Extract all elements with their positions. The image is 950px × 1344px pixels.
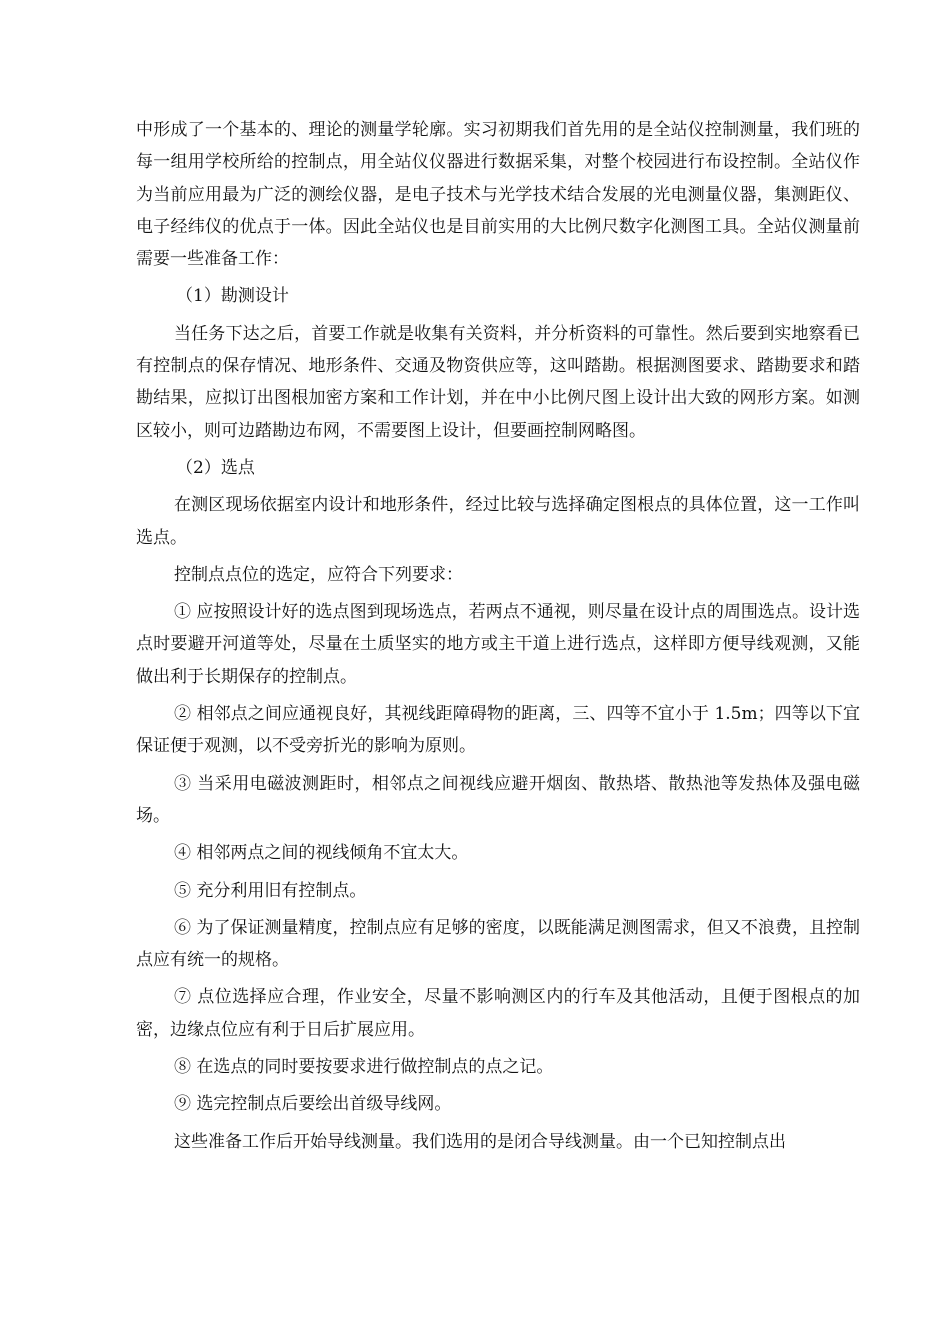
- section-heading-point-selection: （2）选点: [176, 457, 255, 478]
- paragraph-survey-design: 当任务下达之后，首要工作就是收集有关资料，并分析资料的可靠性。然后要到实地察看已有控制点的保存情况、地形条件、交通及物资供应等，这叫踏勘。根据测图要求、踏勘要求和踏勘结果，应拟订出图根加密方案和工作计划，并在中小比例尺图上设计出大致的网形方案。如测区较小，则可边踏勘边布网，不需要图上设计，但要画控制网略图。: [136, 323, 860, 441]
- page-body: [136, 114, 860, 1163]
- paragraph-point-selection: 在测区现场依据室内设计和地形条件，经过比较与选择确定图根点的具体位置，这一工作叫选点。: [136, 495, 860, 548]
- paragraph-traverse-start: 这些准备工作后开始导线测量。我们选用的是闭合导线测量。由一个已知控制点出: [174, 1131, 786, 1152]
- paragraph-requirements-intro: 控制点点位的选定，应符合下列要求：: [174, 564, 463, 585]
- list-item-requirement-6: ⑥ 为了保证测量精度，控制点应有足够的密度，以既能满足测图需求，但又不浪费，且控制点应有统一的规格。: [136, 917, 860, 971]
- section-heading-survey-design: （1）勘测设计: [176, 286, 289, 307]
- list-item-requirement-5: ⑤ 充分利用旧有控制点。: [174, 880, 367, 901]
- list-item-requirement-3: ③ 当采用电磁波测距时，相邻点之间视线应避开烟囱、散热塔、散热池等发热体及强电磁场。: [136, 773, 860, 826]
- list-item-requirement-9: ⑨ 选完控制点后要绘出首级导线网。: [174, 1094, 452, 1115]
- list-item-requirement-4: ④ 相邻两点之间的视线倾角不宜太大。: [174, 843, 469, 864]
- list-item-requirement-7: ⑦ 点位选择应合理，作业安全，尽量不影响测区内的行车及其他活动，且便于图根点的加密，边缘点位应有利于日后扩展应用。: [136, 987, 860, 1040]
- list-item-requirement-2: ② 相邻点之间应通视良好，其视线距障碍物的距离，三、四等不宜小于 1.5m；四等以下宜保证便于观测，以不受旁折光的影响为原则。: [136, 704, 860, 757]
- list-item-requirement-8: ⑧ 在选点的同时要按要求进行做控制点的点之记。: [174, 1057, 554, 1078]
- paragraph-intro: 中形成了一个基本的、理论的测量学轮廓。实习初期我们首先用的是全站仪控制测量，我们班的每一组用学校所给的控制点，用全站仪仪器进行数据采集，对整个校园进行布设控制。全站仪作为当前应用最为广泛的测绘仪器，是电子技术与光学技术结合发展的光电测量仪器，集测距仪、电子经纬仪的优点于一体。因此全站仪也是目前实用的大比例尺数字化测图工具。全站仪测量前需要一些准备工作：: [136, 120, 860, 270]
- list-item-requirement-1: ① 应按照设计好的选点图到现场选点，若两点不通视，则尽量在设计点的周围选点。设计选点时要避开河道等处，尽量在土质坚实的地方或主干道上进行选点，这样即方便导线观测，又能做出利于长期保存的控制点。: [136, 602, 860, 687]
